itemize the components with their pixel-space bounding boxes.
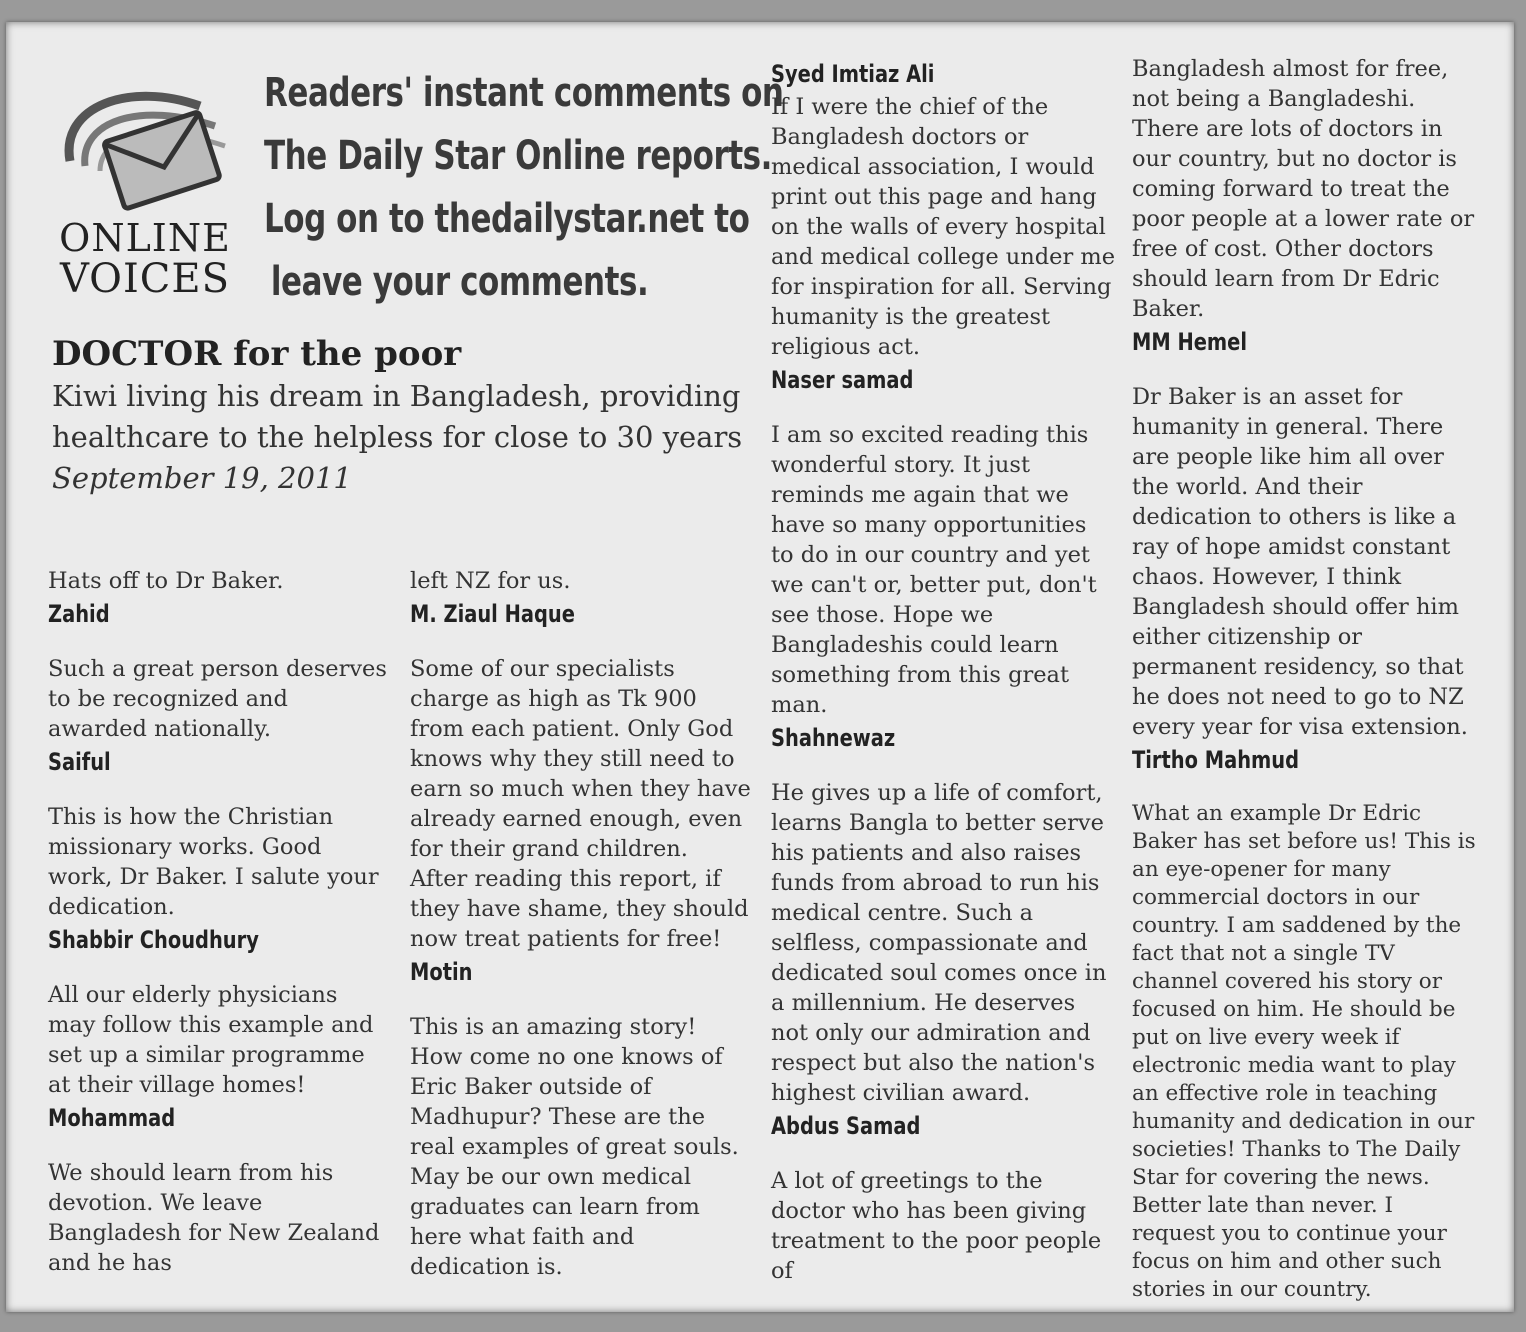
newspaper-page — [6, 22, 1514, 1312]
headline — [264, 62, 784, 314]
comment-text: All our elderly physicians may follow this example and set up a similar programme at their village homes! — [48, 982, 374, 1098]
comment-text: Some of our specialists charge as high as Tk 900 from each patient. Only God knows why they still need to earn so much when they have already earned enough, even for their grand children. After reading this report, if they have shame, they should now treat patients for free! — [410, 656, 751, 952]
online-voices-logo — [50, 66, 240, 306]
comment-author: Abdus Samad — [771, 1112, 921, 1140]
comment-text: A lot of greetings to the doctor who has been giving treatment to the poor people of — [771, 1168, 1102, 1284]
comment-author: Mohammad — [48, 1104, 176, 1132]
comments-column-1 — [48, 566, 388, 1278]
story-header — [52, 332, 752, 498]
story-date: September 19, 2011 — [52, 461, 352, 495]
comment-author: Tirtho Mahmud — [1132, 746, 1300, 774]
headline-line: The Daily Star Online reports. — [264, 133, 773, 179]
comment-text: He gives up a life of comfort, learns Bangla to better serve his patients and also raises funds from abroad to run his medical centre. Such a selfless, compassionate and dedicated soul comes once in a millennium. He deserves not only our admiration and respect but also the nation's highest civilian award. — [771, 780, 1107, 1106]
comment-author: Naser samad — [771, 366, 914, 394]
comment-text: We should learn from his devotion. We leave Bangladesh for New Zealand and he has — [48, 1160, 380, 1276]
story-title: DOCTOR for the poor — [52, 334, 462, 374]
comment-text: What an example Dr Edric Baker has set before us! This is an eye-opener for many commercial doctors in our country. I am saddened by the fact that not a single TV channel covered his story or focused on him. He should be put on live every week if electronic media want to play an effective role in teaching humanity and dedication in our societies! Thanks to The Daily Star for covering the news. Better late than never. I request you to continue your focus on him and other such stories in our country. — [1132, 801, 1476, 1302]
comments-column-3 — [771, 56, 1116, 1286]
comment-author: MM Hemel — [1132, 328, 1247, 356]
comment-author: Motin — [410, 958, 473, 986]
comments-column-2 — [410, 566, 752, 1282]
headline-line: Readers' instant comments on — [264, 70, 784, 116]
comment-author: Syed Imtiaz Ali — [771, 60, 935, 88]
comment-text: I am so excited reading this wonderful story. It just reminds me again that we have so many opportunities to do in our country and yet we can't or, better put, don't see those. Hope we Bangladeshis could learn something from this great man. — [771, 422, 1097, 718]
comment-author: Saiful — [48, 748, 111, 776]
comment-author: M. Ziaul Haque — [410, 600, 575, 628]
envelope-icon — [50, 66, 240, 216]
comment-text: If I were the chief of the Bangladesh doctors or medical association, I would print out this page and hang on the walls of every hospital and medical college under me for inspiration for all. Serving humanity is the greatest religious act. — [771, 94, 1116, 360]
comments-column-4 — [1132, 54, 1477, 1304]
comment-text: Such a great person deserves to be recognized and awarded nationally. — [48, 656, 387, 742]
comment-author: Shahnewaz — [771, 724, 896, 752]
logo-line2: VOICES — [60, 256, 230, 302]
comment-author: Zahid — [48, 600, 110, 628]
comment-author: Shabbir Choudhury — [48, 926, 259, 954]
comment-text: This is how the Christian missionary works. Good work, Dr Baker. I salute your dedication. — [48, 804, 379, 920]
comment-text: Hats off to Dr Baker. — [48, 568, 284, 594]
headline-line: leave your comments. — [270, 259, 649, 305]
comment-text: Bangladesh almost for free, not being a Bangladeshi. There are lots of doctors in our country, but no doctor is coming forward to treat the poor people at a lower rate or free of cost. Other doctors should learn from Dr Edric Baker. — [1132, 56, 1475, 322]
headline-line: Log on to thedailystar.net to — [264, 196, 750, 242]
story-subtitle-line1: Kiwi living his dream in Bangladesh, providing — [52, 379, 741, 413]
story-subtitle-line2: healthcare to the helpless for close to 30 years — [52, 420, 743, 454]
logo-line1: ONLINE — [59, 216, 231, 260]
comment-text: Dr Baker is an asset for humanity in general. There are people like him all over the world. And their dedication to others is like a ray of hope amidst constant chaos. However, I think Bangladesh should offer him either citizenship or permanent residency, so that he does not need to go to NZ every year for visa extension. — [1132, 384, 1468, 740]
comment-text: left NZ for us. — [410, 568, 571, 594]
comment-text: This is an amazing story! How come no one knows of Eric Baker outside of Madhupur? These are the real examples of great souls. May be our own medical graduates can learn from here what faith and dedication is. — [410, 1014, 739, 1280]
